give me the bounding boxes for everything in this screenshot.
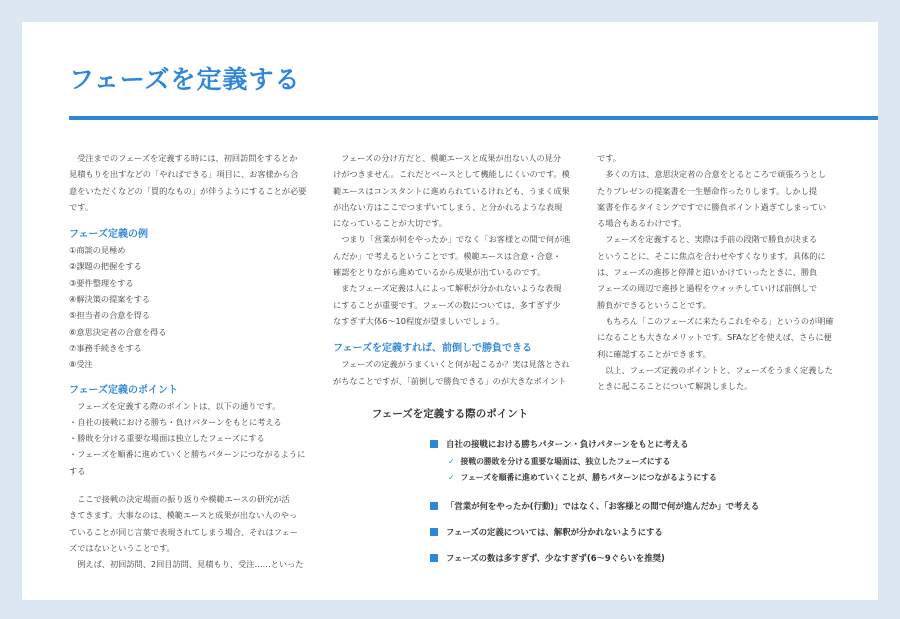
summary-title: フェーズを定義する際のポイント — [371, 408, 529, 420]
intro-line: 受注までのフェーズを定義する時には、初回訪問をするとか — [69, 153, 298, 163]
body-line: たりプレゼンの提案書を一生懸命作ったりします。しかし提 — [597, 185, 818, 196]
body-line: が出ない方はここでつまずいてしまう、と分かれるような表現 — [333, 201, 563, 212]
summary-subpoint — [448, 472, 717, 483]
body-line: ここで接戦の決定場面の振り返りや模範エースの研究が活 — [69, 494, 290, 505]
summary-point-text: 自社の接戦における勝ちパターン・負けパターンをもとに考える — [446, 439, 689, 449]
summary-point — [430, 526, 663, 538]
example-item: ①商談の見極め — [69, 245, 126, 256]
body-line: きてきます。大事なのは、模範エースと成果が出ない人のやっ — [69, 510, 298, 521]
body-line: もちろん「このフェーズに来たらこれをやる」というのが明確 — [597, 315, 834, 326]
point-line: フェーズを定義する際のポイントは、以下の通りです。 — [69, 400, 281, 411]
point-line: ・フェーズを順番に進めていくと勝ちパターンにつながるように — [69, 449, 306, 460]
square-bullet-icon — [430, 554, 438, 562]
check-icon: ✓ — [448, 457, 455, 466]
summary-point — [430, 500, 759, 512]
example-item: ②課題の把握をする — [69, 261, 142, 272]
page-title: フェーズを定義する — [69, 65, 301, 94]
summary-point-text: 「営業が何をやったか(行動)」ではなく、「お客様との間で何が進んだか」で考える — [446, 501, 760, 511]
body-line: になることも大きなメリットです。SFAなどを使えば、さらに便 — [597, 332, 832, 343]
summary-subpoint-text: フェーズを順番に進めていくことが、勝ちパターンにつながるようにする — [460, 473, 717, 482]
body-line: 例えば、初回訪問、2回目訪問、見積もり、受注……といった — [69, 559, 304, 570]
check-icon: ✓ — [448, 473, 455, 482]
body-line: ときに起こることについて解説しました。 — [597, 381, 753, 392]
body-line: は、フェーズの進捗と停滞と追いかけていったときに、勝負 — [597, 267, 818, 278]
section-heading: フェーズを定義すれば、前倒しで勝負できる — [333, 343, 532, 355]
column-2 — [333, 150, 573, 389]
body-line: がちなことですが、「前倒しで勝負できる」のが大きなポイント — [333, 375, 567, 386]
body-line: フェーズの定義がうまくいくと何が起こるか？実は見落とされ — [333, 359, 570, 370]
body-line: なすぎず大体6〜10程度が望ましいでしょう。 — [333, 315, 505, 326]
example-item: ⑦事務手続きをする — [69, 342, 142, 353]
example-item: ④解決策の提案をする — [69, 294, 151, 305]
summary-point-text: フェーズの定義については、解釈が分かれないようにする — [446, 527, 663, 537]
document-page — [22, 22, 878, 600]
example-item: ⑧受注 — [69, 359, 93, 370]
body-line: ズではないということです。 — [69, 542, 175, 553]
summary-subpoint-text: 接戦の勝敗を分ける重要な場面は、独立したフェーズにする — [460, 457, 671, 466]
body-line: にすることが重要です。フェーズの数については、多すぎず少 — [333, 299, 561, 310]
summary-point-text: フェーズの数は多すぎず、少なすぎず(6〜9ぐらいを推奨) — [446, 553, 665, 563]
body-line: 利に確認することができます。 — [597, 348, 711, 359]
body-line: 確認をとりながら進めているから成果が出ているのです。 — [333, 267, 546, 278]
intro-line: 意をいただくなどの「買的なもの」が伴うようにすることが必要 — [69, 185, 307, 196]
body-line: ということに、そこに焦点を合わせやすくなります。具体的に — [597, 250, 826, 261]
body-line: フェーズの分け方だと、模範エースと成果が出ない人の見分 — [333, 153, 562, 163]
body-line: ていることが同じ言葉で表現されてしまう場合、それはフェー — [69, 526, 298, 537]
square-bullet-icon — [430, 528, 438, 536]
square-bullet-icon — [430, 502, 438, 510]
body-line: になっていることが大切です。 — [333, 218, 447, 229]
body-line: る場合もあるわけです。 — [597, 218, 687, 229]
point-line: ・自社の接戦における勝ち・負けパターンをもとに考える — [69, 416, 282, 427]
body-line: けがつきません。これだとベースとして機能しにくいのです。模 — [333, 169, 570, 180]
body-line: フェーズの周辺で進捗と過程をウォッチしていけば前倒しで — [597, 283, 817, 294]
square-bullet-icon — [430, 440, 438, 448]
example-item: ③要件整理をする — [69, 277, 134, 288]
column-3 — [597, 150, 837, 394]
summary-subpoint — [448, 456, 670, 467]
body-line: またフェーズ定義は人によって解釈が分かれないような表現 — [333, 283, 562, 294]
body-line: つまり「営業が何をやったか」でなく「お客様との間で何が進 — [333, 234, 571, 245]
body-line: 範エースはコンスタントに進められているけれども、うまく成果 — [333, 185, 570, 196]
example-item: ⑥意思決定者の合意を得る — [69, 326, 167, 337]
title-underline — [69, 116, 878, 120]
example-heading: フェーズ定義の例 — [69, 229, 148, 241]
body-line: 案書を作るタイミングですでに勝負ポイント過ぎてしまってい — [597, 201, 827, 212]
body-line: 以上、フェーズ定義のポイントと、フェーズをうまく定義した — [597, 364, 833, 375]
intro-line: 見積もりを出すなどの「やればできる」項目に、お客様から合 — [69, 169, 299, 180]
summary-point — [430, 552, 665, 564]
body-line: 多くの方は、意思決定者の合意をとるところで頑張ろうとし — [597, 169, 827, 180]
point-line: する — [69, 465, 86, 476]
summary-point — [430, 438, 689, 450]
intro-line: です。 — [69, 201, 93, 212]
body-line: です。 — [597, 153, 621, 163]
column-1 — [69, 150, 309, 573]
body-line: 勝負ができるということです。 — [597, 299, 711, 310]
body-line: フェーズを定義すると、実際は手前の段階で勝負が決まる — [597, 234, 818, 245]
point-heading: フェーズ定義のポイント — [69, 384, 178, 396]
body-line: んだか」で考えるということです。模範エースは合意・合意・ — [333, 250, 562, 261]
example-item: ⑤担当者の合意を得る — [69, 310, 151, 321]
point-line: ・勝敗を分ける重要な場面は独立したフェーズにする — [69, 433, 265, 444]
